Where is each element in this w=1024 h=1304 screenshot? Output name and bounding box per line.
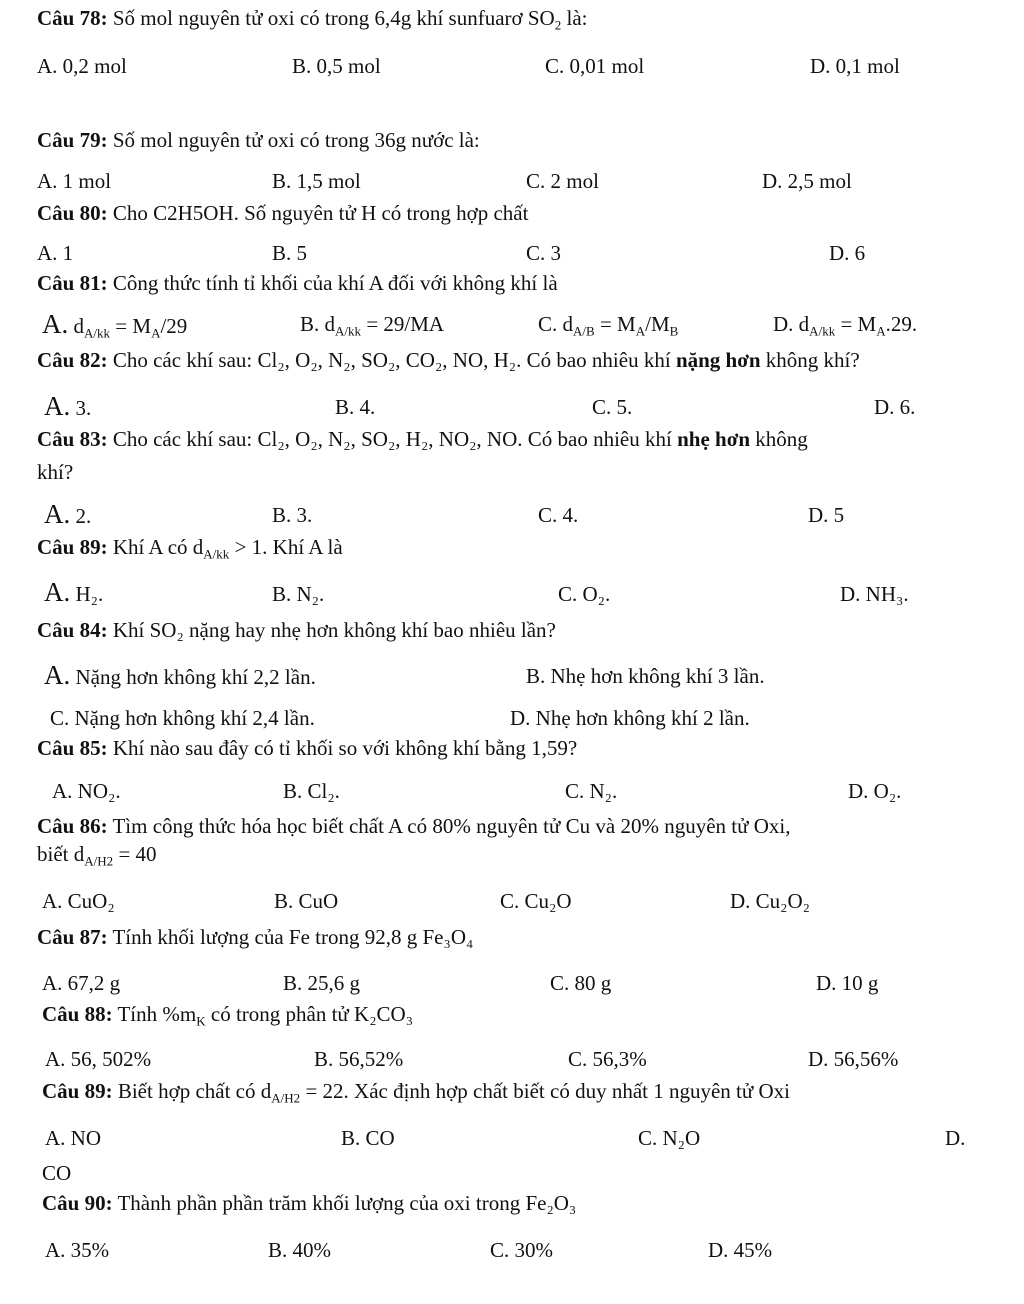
subscript: A/kk	[84, 325, 111, 341]
option-a[interactable]: A. NO₂.	[52, 779, 121, 803]
formula: = M	[835, 312, 877, 336]
option-d[interactable]: D. 5	[808, 503, 845, 527]
option-c[interactable]: C. O₂.	[558, 582, 611, 606]
question-number: Câu 82:	[37, 348, 108, 372]
option-c[interactable]	[538, 312, 678, 337]
option-a[interactable]	[44, 659, 316, 691]
option-a[interactable]: A. CuO₂	[42, 889, 115, 913]
subscript: A/B	[573, 323, 595, 339]
option-a[interactable]: A. 35%	[45, 1238, 110, 1262]
option-d[interactable]: D. 45%	[708, 1238, 773, 1262]
formula: /29	[160, 314, 188, 338]
subscript: A/H2	[271, 1090, 301, 1106]
subscript: A	[635, 323, 646, 339]
option-b[interactable]: B. 0,5 mol	[292, 54, 381, 78]
option-b[interactable]: B. CO	[341, 1126, 395, 1150]
question-number: Câu 80:	[37, 201, 108, 225]
option-b[interactable]: B. 25,6 g	[283, 971, 361, 995]
option-d[interactable]: D. 10 g	[816, 971, 879, 995]
question-number: Câu 86:	[37, 814, 108, 838]
option-a[interactable]: A. 1 mol	[37, 169, 112, 193]
option-c[interactable]: C. 56,3%	[568, 1047, 647, 1071]
option-b[interactable]: B. 40%	[268, 1238, 331, 1262]
question-text: Tìm công thức hóa học biết chất A có 80% nguyên tử Cu và 20% nguyên tử Oxi,	[107, 814, 791, 838]
question-number: Câu 85:	[37, 736, 108, 760]
question-81	[37, 271, 558, 296]
option-a[interactable]	[42, 308, 187, 340]
option-c[interactable]: C. 2 mol	[526, 169, 599, 193]
question-78	[37, 6, 588, 31]
question-83-line2: khí?	[37, 460, 74, 484]
option-d[interactable]: D. 6.	[874, 395, 916, 419]
option-b[interactable]: B. Nhẹ hơn không khí 3 lần.	[526, 664, 765, 688]
option-letter: A.	[44, 577, 71, 607]
formula: biết d	[37, 842, 85, 866]
question-text: Khí A có d	[107, 535, 204, 559]
subscript: A	[876, 323, 886, 339]
formula: /M	[645, 312, 670, 336]
question-number: Câu 89:	[42, 1079, 113, 1103]
question-85	[37, 736, 577, 761]
option-c[interactable]: C. N₂.	[565, 779, 618, 803]
question-89-b	[42, 1079, 790, 1104]
option-value: 3.	[70, 396, 92, 420]
option-c[interactable]: C. 0,01 mol	[545, 54, 645, 78]
question-text-tail: = 22. Xác định hợp chất biết có duy nhất 1 nguyên tử Oxi	[300, 1079, 791, 1103]
option-d[interactable]	[773, 312, 917, 337]
question-text: Khí SO₂ nặng hay nhẹ hơn không khí bao nhiêu lần?	[107, 618, 556, 642]
question-82	[37, 348, 860, 373]
formula: B. d	[300, 312, 336, 336]
question-text: Khí nào sau đây có tỉ khối so với không khí bằng 1,59?	[107, 736, 578, 760]
question-number: Câu 88:	[42, 1002, 113, 1026]
formula: D. d	[773, 312, 810, 336]
question-text: Số mol nguyên tử oxi có trong 6,4g khí sunfuarơ SO	[107, 6, 555, 30]
option-value: 2.	[70, 504, 92, 528]
option-c[interactable]: C. Cu₂O	[500, 889, 572, 913]
option-b[interactable]: B. 5	[272, 241, 308, 265]
question-number: Câu 89:	[37, 535, 108, 559]
question-text-tail: > 1. Khí A là	[229, 535, 343, 559]
question-79	[37, 128, 480, 153]
question-number: Câu 81:	[37, 271, 108, 295]
subscript: A/H2	[84, 853, 114, 869]
question-text: Cho các khí sau:	[107, 348, 258, 372]
option-a[interactable]	[44, 498, 91, 530]
subscript: K	[196, 1013, 206, 1029]
option-c[interactable]: C. 30%	[490, 1238, 553, 1262]
question-86	[37, 814, 790, 839]
question-text: Cho C2H5OH. Số nguyên tử H có trong hợp chất	[107, 201, 529, 225]
option-a[interactable]	[44, 390, 91, 422]
question-text-tail: là:	[561, 6, 588, 30]
subscript: A/kk	[809, 323, 836, 339]
question-number: Câu 83:	[37, 427, 108, 451]
option-c[interactable]: C. 3	[526, 241, 562, 265]
option-d[interactable]: D. Nhẹ hơn không khí 2 lần.	[510, 706, 750, 730]
option-b[interactable]: B. CuO	[274, 889, 339, 913]
option-letter: A.	[42, 309, 69, 339]
option-d[interactable]: D. 2,5 mol	[762, 169, 852, 193]
question-text: Thành phần phần trăm khối lượng của oxi trong Fe₂O₃	[112, 1191, 577, 1215]
formula: C. d	[538, 312, 574, 336]
option-b[interactable]: B. N₂.	[272, 582, 325, 606]
option-c[interactable]: C. N₂O	[638, 1126, 701, 1150]
option-c[interactable]: C. Nặng hơn không khí 2,4 lần.	[50, 706, 315, 730]
question-number: Câu 90:	[42, 1191, 113, 1215]
question-text: Cho các khí sau:	[107, 427, 258, 451]
option-d[interactable]: D. O₂.	[848, 779, 902, 803]
option-value: H₂.	[70, 582, 104, 606]
option-d[interactable]: D. 6	[829, 241, 866, 265]
option-a[interactable]: A. 0,2 mol	[37, 54, 127, 78]
formula: d	[73, 314, 84, 338]
option-b[interactable]: B. 56,52%	[314, 1047, 404, 1071]
formula: = M	[110, 314, 152, 338]
option-b[interactable]: B. 3.	[272, 503, 313, 527]
question-text: . Có bao nhiêu khí	[516, 348, 676, 372]
option-d[interactable]: D. 0,1 mol	[810, 54, 900, 78]
option-letter: A.	[44, 391, 71, 421]
option-d[interactable]: D. Cu₂O₂	[730, 889, 810, 913]
option-d[interactable]: D. NH₃.	[840, 582, 909, 606]
subscript: B	[669, 323, 679, 339]
question-87	[37, 925, 473, 950]
subscript: A/kk	[203, 546, 230, 562]
option-a[interactable]: A. NO	[45, 1126, 101, 1150]
question-88	[42, 1002, 413, 1027]
question-89-a	[37, 535, 343, 560]
subscript: A/kk	[335, 323, 362, 339]
option-c[interactable]: C. 4.	[538, 503, 579, 527]
option-b[interactable]: B. 1,5 mol	[272, 169, 361, 193]
option-value: Nặng hơn không khí 2,2 lần.	[70, 665, 316, 689]
question-text: Số mol nguyên tử oxi có trong 36g nước là:	[107, 128, 480, 152]
question-80	[37, 201, 528, 226]
formula: = M	[594, 312, 636, 336]
question-number: Câu 78:	[37, 6, 108, 30]
question-text-tail: không	[750, 427, 808, 451]
question-text-tail: không khí?	[760, 348, 860, 372]
question-number: Câu 79:	[37, 128, 108, 152]
option-letter: A.	[44, 499, 71, 529]
option-a[interactable]: A. 56, 502%	[45, 1047, 152, 1071]
gas-list: Cl₂, O₂, N₂, SO₂, CO₂, NO, H₂	[257, 348, 517, 372]
question-text: Biết hợp chất có d	[112, 1079, 272, 1103]
question-90	[42, 1191, 576, 1216]
option-b[interactable]: B. Cl₂.	[283, 779, 340, 803]
question-84	[37, 618, 556, 643]
option-b[interactable]	[300, 312, 444, 337]
formula: = 29/MA	[361, 312, 445, 336]
option-d[interactable]: D.	[945, 1126, 966, 1150]
emphasis: nặng hơn	[675, 348, 761, 372]
option-a[interactable]: A. 1	[37, 241, 74, 265]
emphasis: nhẹ hơn	[677, 427, 751, 451]
option-letter: A.	[44, 660, 71, 690]
question-text: . Có bao nhiêu khí	[517, 427, 678, 451]
gas-list: Cl₂, O₂, N₂, SO₂, H₂, NO₂, NO	[257, 427, 518, 451]
question-text-tail: có trong phân tử K₂CO₃	[205, 1002, 414, 1026]
question-83	[37, 427, 808, 452]
question-text: Tính khối lượng của Fe trong 92,8 g Fe₃O₄	[107, 925, 474, 949]
option-a[interactable]: A. 67,2 g	[42, 971, 121, 995]
question-86-line2	[37, 842, 157, 867]
formula: = 40	[113, 842, 157, 866]
question-number: Câu 84:	[37, 618, 108, 642]
question-number: Câu 87:	[37, 925, 108, 949]
option-b[interactable]: B. 4.	[335, 395, 376, 419]
question-text: Tính %m	[112, 1002, 197, 1026]
option-c[interactable]: C. 5.	[592, 395, 633, 419]
option-d-wrapped[interactable]: CO	[42, 1161, 72, 1185]
subscript: A	[151, 325, 161, 341]
question-text: Công thức tính tỉ khối của khí A đối với không khí là	[107, 271, 558, 295]
option-c[interactable]: C. 80 g	[550, 971, 612, 995]
formula: .29.	[885, 312, 918, 336]
subscript: 2	[554, 17, 562, 33]
option-d[interactable]: D. 56,56%	[808, 1047, 899, 1071]
option-a[interactable]	[44, 576, 103, 608]
